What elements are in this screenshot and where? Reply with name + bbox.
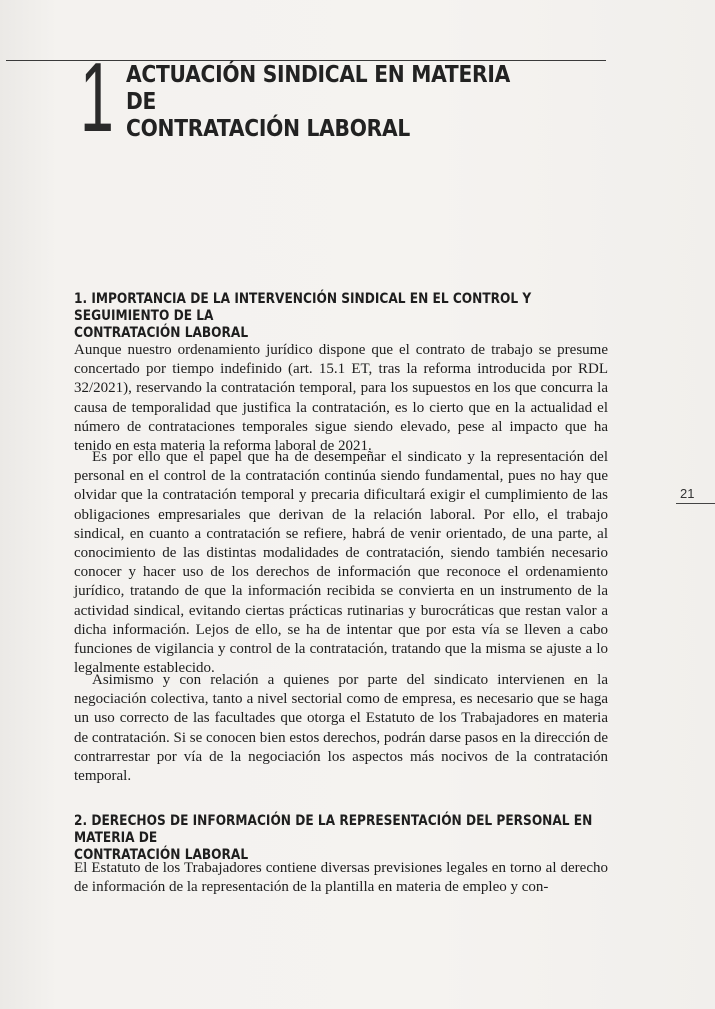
section-1-heading: 1. IMPORTANCIA DE LA INTERVENCIÓN SINDICAL EN EL CONTROL Y SEGUIMIENTO DE LA CONTRATACIÓN LABORAL xyxy=(74,291,532,341)
section-1-paragraph-2: Es por ello que el papel que ha de desempeñar el sindicato y la representación del personal en el control de la contratación continúa siendo fundamental, pues no hay que olvidar que la contratación temporal y precaria dificultará exigir el cumplimiento de las obligaciones empresariales que derivan de la relación laboral. Por ello, el trabajo sindical, en cuanto a contratación se refiere, habrá de venir orientado, de una parte, al conocimiento de las distintas modalidades de contratación, siendo también necesario conocer y hacer uso de los derechos de información que reconoce el ordenamiento jurídico, tratando de que la información recibida se convierta en un instrumento de la actividad sindical, evitando ciertas prácticas rutinarias y burocráticas que restan valor a dicha información. Lejos de ello, se ha de intentar que por esta vía se lleven a cabo funciones de vigilancia y control de la contratación, tratando que la misma se ajuste a lo legalmente establecido. xyxy=(74,449,608,677)
chapter-title: ACTUACIÓN SINDICAL EN MATERIA DE CONTRATACIÓN LABORAL xyxy=(126,62,511,142)
section-1-paragraph-1: Aunque nuestro ordenamiento jurídico dispone que el contrato de trabajo se presume concertado por tiempo indefinido (art. 15.1 ET, tras la reforma introducida por RDL 32/2021), reservando la contratación temporal, para los supuestos en los que concurra la causa de temporalidad que justifica la contratación, es lo cierto que en la actualidad el número de contrataciones temporales sigue siendo elevado, pese al impacto que ha tenido en esta materia la reforma laboral de 2021. xyxy=(74,342,608,455)
section-1-paragraph-3: Asimismo y con relación a quienes por parte del sindicato intervienen en la negociación colectiva, tanto a nivel sectorial como de empresa, es necesario que se haga un uso correcto de las facultades que otorga el Estatuto de los Trabajadores en materia de contratación. Si se conocen bien estos derechos, podrán darse pasos en la dirección de contrarrestar por vía de la negociación los aspectos más nocivos de la contratación temporal. xyxy=(74,672,608,785)
page-number-rule xyxy=(676,503,715,504)
section-2-paragraph-1: El Estatuto de los Trabajadores contiene diversas previsiones legales en torno al derecho de información de la representación de la plantilla en materia de empleo y con- xyxy=(74,860,608,896)
section-2-heading: 2. DERECHOS DE INFORMACIÓN DE LA REPRESENTACIÓN DEL PERSONAL EN MATERIA DE CONTRATACIÓN LABORAL xyxy=(74,813,593,863)
page-number: 21 xyxy=(680,486,695,501)
chapter-number: 1 xyxy=(80,42,114,152)
